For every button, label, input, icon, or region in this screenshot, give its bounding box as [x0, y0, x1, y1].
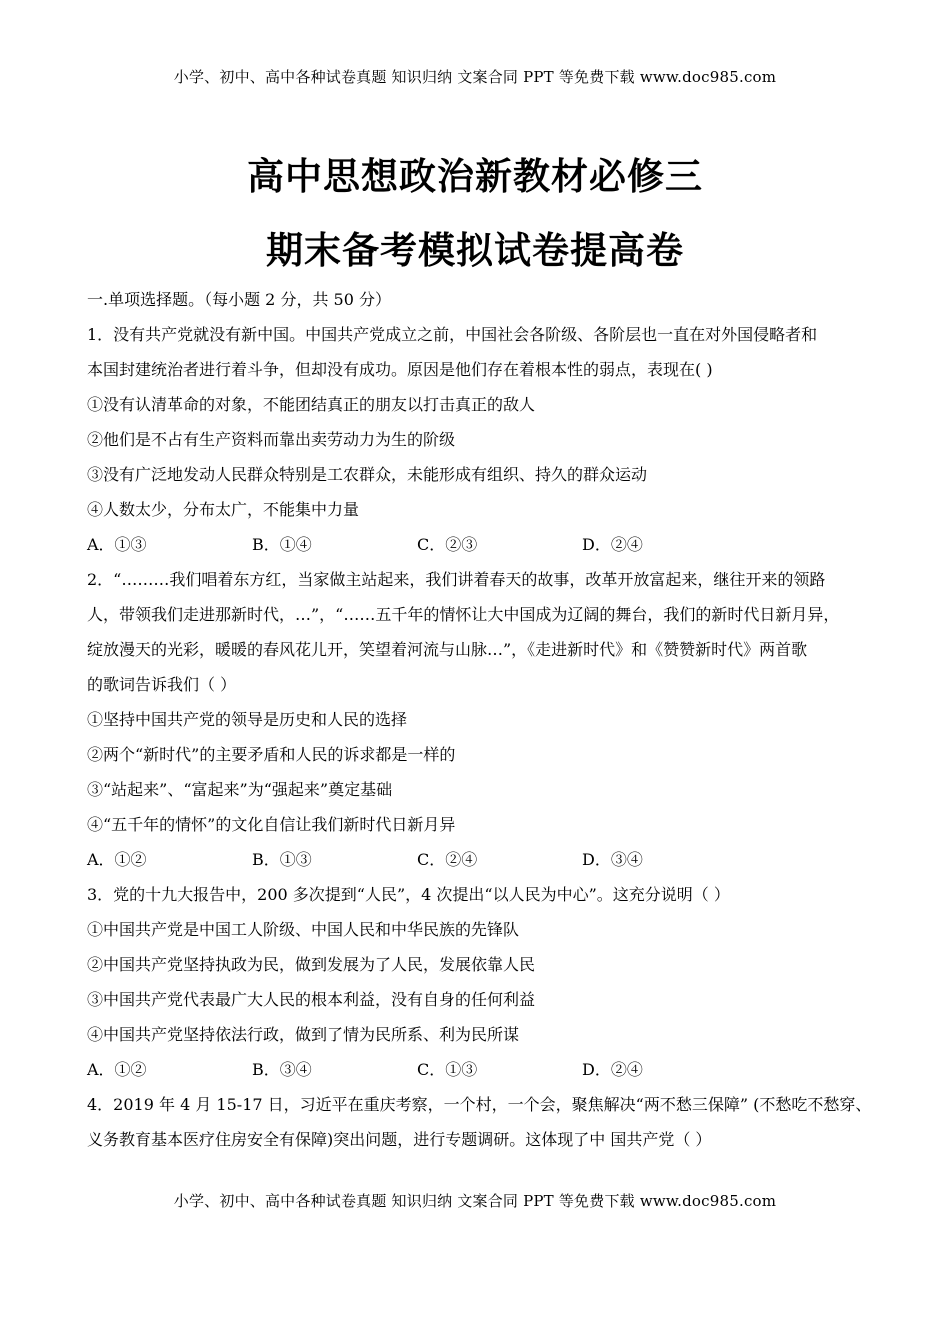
option-a: A．①③	[87, 535, 147, 554]
page-footer: 小学、初中、高中各种试卷真题 知识归纳 文案合同 PPT 等免费下载 www.doc985.com	[173, 1192, 777, 1210]
option-d: D．②④	[582, 1060, 643, 1079]
option-b: B．③④	[252, 1060, 312, 1079]
page-header: 小学、初中、高中各种试卷真题 知识归纳 文案合同 PPT 等免费下载 www.doc985.com	[173, 68, 777, 86]
statement-item: ④“五千年的情怀”的文化自信让我们新时代日新月异	[87, 815, 456, 834]
option-d: D．②④	[582, 535, 643, 554]
option-d: D．③④	[582, 850, 643, 869]
statement-item: ①没有认清革命的对象，不能团结真正的朋友以打击真正的敌人	[87, 395, 536, 414]
question-stem-line: 人，带领我们走进那新时代，…”，“……五千年的情怀让大中国成为辽阔的舞台，我们的新时代日新月异，	[87, 605, 840, 624]
statement-item: ②中国共产党坚持执政为民，做到发展为了人民，发展依靠人民	[87, 955, 536, 974]
statement-item: ④中国共产党坚持依法行政，做到了情为民所系、利为民所谋	[87, 1025, 520, 1044]
statement-item: ③中国共产党代表最广大人民的根本利益，没有自身的任何利益	[87, 990, 536, 1009]
statement-item: ①中国共产党是中国工人阶级、中国人民和中华民族的先锋队	[87, 920, 520, 939]
statement-item: ③“站起来”、“富起来”为“强起来”奠定基础	[87, 780, 393, 799]
document-title-line1: 高中思想政治新教材必修三	[247, 155, 703, 198]
option-c: C．②③	[417, 535, 478, 554]
statement-item: ③没有广泛地发动人民群众特别是工农群众，未能形成有组织、持久的群众运动	[87, 465, 648, 484]
answer-options	[87, 533, 877, 568]
question-stem-line: 本国封建统治者进行着斗争，但却没有成功。原因是他们存在着根本性的弱点，表现在( )	[87, 360, 713, 379]
statement-item: ②两个“新时代”的主要矛盾和人民的诉求都是一样的	[87, 745, 456, 764]
question-3	[87, 883, 877, 1093]
statement-item: ②他们是不占有生产资料而靠出卖劳动力为生的阶级	[87, 430, 456, 449]
section-heading: 一.单项选择题。（每小题 2 分，共 50 分）	[87, 290, 391, 309]
option-a: A．①②	[87, 1060, 147, 1079]
option-a: A．①②	[87, 850, 147, 869]
statement-item: ①坚持中国共产党的领导是历史和人民的选择	[87, 710, 408, 729]
option-b: B．①③	[252, 850, 312, 869]
question-2	[87, 568, 877, 883]
question-1	[87, 323, 877, 568]
option-b: B．①④	[252, 535, 312, 554]
answer-options	[87, 848, 877, 883]
question-stem-line: 义务教育基本医疗住房安全有保障)突出问题，进行专题调研。这体现了中 国共产党（ ）	[87, 1130, 712, 1149]
statement-item: ④人数太少，分布太广，不能集中力量	[87, 500, 360, 519]
question-stem-line: 3．党的十九大报告中，200 多次提到“人民”，4 次提出“以人民为中心”。这充分说明（ ）	[87, 885, 730, 904]
document-title-line2: 期末备考模拟试卷提高卷	[266, 229, 684, 272]
question-stem-line: 2．“………我们唱着东方红，当家做主站起来，我们讲着春天的故事，改革开放富起来，继往开来的领路	[87, 570, 826, 589]
question-4	[87, 1093, 877, 1163]
answer-options	[87, 1058, 877, 1093]
question-stem-line: 绽放漫天的光彩，暖暖的春风花儿开，笑望着河流与山脉…”，《走进新时代》和《赞赞新时代》两首歌	[87, 640, 808, 659]
option-c: C．②④	[417, 850, 478, 869]
question-stem-line: 1．没有共产党就没有新中国。中国共产党成立之前，中国社会各阶级、各阶层也一直在对外国侵略者和	[87, 325, 818, 344]
question-stem-line: 的歌词告诉我们（ ）	[87, 675, 237, 694]
option-c: C．①③	[417, 1060, 478, 1079]
question-stem-line: 4．2019 年 4 月 15-17 日，习近平在重庆考察，一个村，一个会，聚焦解决“两不愁三保障” (不愁吃不愁穿、	[87, 1095, 872, 1114]
exam-content	[87, 288, 877, 1163]
